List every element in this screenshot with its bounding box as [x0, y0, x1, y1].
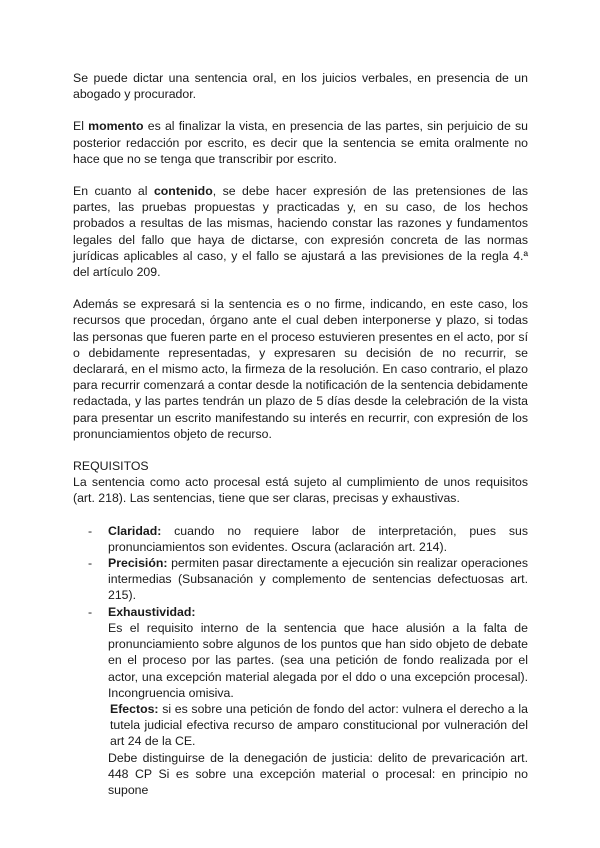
- term-exhaustividad: Exhaustividad:: [108, 604, 196, 619]
- list-dash: -: [88, 556, 93, 571]
- claridad-text: cuando no requiere labor de interpretación, pues sus pronunciamientos son evidentes. Oscura (aclaración art. 214).: [108, 523, 528, 554]
- term-contenido: contenido: [153, 184, 213, 199]
- list-dash: -: [88, 604, 93, 619]
- exhaustividad-block: [73, 620, 528, 798]
- paragraph-contenido-post: , se debe hacer expresión de las pretensiones de las partes, las pruebas propuestas y practicadas y, en su caso, de los hechos probados a resultas de las mismas, haciendo constar las razones y fundamentos legales del fallo que haya de dictarse, con expresión concreta de las normas jurídicas aplicables al caso, y el fallo se ajustará a las previsiones de la regla 4.ª del artículo 209.: [73, 184, 528, 280]
- term-claridad: Claridad:: [108, 523, 162, 538]
- paragraph-sentencia-oral: Se puede dictar una sentencia oral, en los juicios verbales, en presencia de un abogado y procurador.: [73, 71, 528, 102]
- spacer: [73, 507, 528, 523]
- paragraph-contenido: [73, 183, 528, 280]
- requisitos-list: [73, 523, 528, 620]
- spacer: [73, 442, 528, 458]
- list-item-exhaustividad: [73, 604, 528, 620]
- list-item-claridad: [73, 523, 528, 555]
- denegacion-paragraph: Debe distinguirse de la denegación de justicia: delito de prevaricación art. 448 CP Si es sobre una excepción material o procesal: en principio no supone: [108, 750, 528, 797]
- spacer: [73, 102, 528, 118]
- document-page: [73, 70, 528, 798]
- paragraph-momento-post: es al finalizar la vista, en presencia de las partes, sin perjuicio de su posterior redacción por escrito, es decir que la sentencia se emita oralmente no hace que no se tenga que transcribir por escrito.: [73, 119, 529, 166]
- spacer: [73, 167, 528, 183]
- efectos-paragraph: [108, 701, 528, 750]
- paragraph-momento: [73, 118, 528, 167]
- requisitos-intro: La sentencia como acto procesal está sujeto al cumplimiento de unos requisitos (art. 218). Las sentencias, tiene que ser claras, precisas y exhaustivas.: [73, 475, 528, 506]
- paragraph-firmeza: Además se expresará si la sentencia es o no firme, indicando, en este caso, los recursos que procedan, órgano ante el cual deben interponerse y plazo, si todas las personas que fueren parte en el proceso estuvieren presentes en el acto, por sí o debidamente representadas, y expresaren su decisión de no recurrir, se declarará, en el mismo acto, la firmeza de la resolución. En caso contrario, el plazo para recurrir comenzará a contar desde la notificación de la sentencia debidamente redactada, y las partes tendrán un plazo de 5 días desde la celebración de la vista para presentar un escrito manifestando su interés en recurrir, con expresión de los pronunciamientos objeto de recurso.: [73, 297, 528, 441]
- requisitos-heading: REQUISITOS: [73, 459, 149, 474]
- term-efectos: Efectos:: [110, 701, 159, 716]
- term-precision: Precisión:: [108, 556, 168, 571]
- precision-text: permiten pasar directamente a ejecución sin realizar operaciones intermedias (Subsanación y complemento de sentencias defectuosas art. 215).: [108, 556, 528, 603]
- term-momento: momento: [88, 119, 144, 134]
- list-item-precision: [73, 555, 528, 604]
- efectos-text: si es sobre una petición de fondo del actor: vulnera el derecho a la tutela judicial efectiva recurso de amparo constitucional por vulneración del art 24 de la CE.: [110, 701, 528, 749]
- paragraph-momento-pre: El: [73, 119, 89, 134]
- exhaustividad-description: Es el requisito interno de la sentencia que hace alusión a la falta de pronunciamiento sobre algunos de los puntos que han sido objeto de debate en el proceso por las partes. (sea una petición de fondo realizada por el actor, una excepción material alegada por el ddo o una excepción procesal). Incongruencia omisiva.: [108, 620, 528, 700]
- paragraph-contenido-pre: En cuanto al: [73, 184, 154, 199]
- spacer: [73, 280, 528, 296]
- list-dash: -: [88, 523, 93, 538]
